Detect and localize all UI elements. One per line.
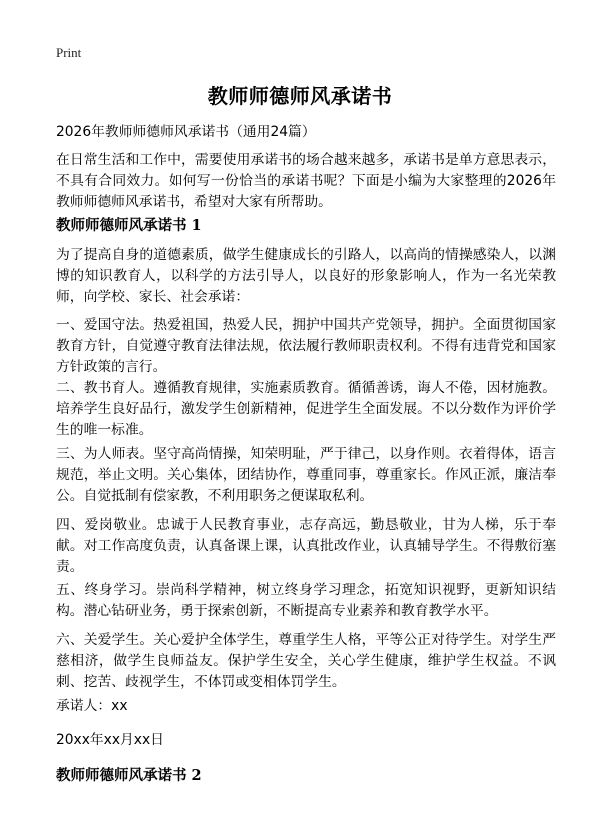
section-1-heading: 教师师德师风承诺书 1 [56, 217, 202, 234]
document-subtitle: 2026年教师师德师风承诺书（通用24篇） [56, 124, 316, 140]
print-link[interactable]: Print [56, 45, 82, 60]
pledge-item-2: 二、教书育人。遵循教育规律，实施素质教育。循循善诱，诲人不倦，因材施教。培养学生良好品行，激发学生创新精神，促进学生全面发展。不以分数作为评价学生的唯一标准。 [56, 380, 556, 438]
pledge-item-6: 六、关爱学生。关心爱护全体学生，尊重学生人格，平等公正对待学生。对学生严慈相济，做学生良师益友。保护学生安全，关心学生健康，维护学生权益。不讽刺、挖苦、歧视学生，不体罚或变相体罚学生。 [56, 632, 556, 690]
pledge-item-4: 四、爱岗敬业。忠诚于人民教育事业，志存高远，勤恳敬业，甘为人梯，乐于奉献。对工作高度负责，认真备课上课，认真批改作业，认真辅导学生。不得敷衍塞责。 [56, 517, 556, 575]
pledge-item-5: 五、终身学习。崇尚科学精神，树立终身学习理念，拓宽知识视野，更新知识结构。潜心钻研业务，勇于探索创新，不断提高专业素养和教育教学水平。 [56, 582, 556, 619]
date-line: 20xx年xx月xx日 [56, 732, 164, 748]
pledge-item-1: 一、爱国守法。热爱祖国，热爱人民，拥护中国共产党领导，拥护。全面贯彻国家教育方针，自觉遵守教育法律法规，依法履行教师职责权利。不得有违背党和国家方针政策的言行。 [56, 317, 556, 375]
section-1-opening: 为了提高自身的道德素质，做学生健康成长的引路人，以高尚的情操感染人，以渊博的知识教育人，以科学的方法引导人，以良好的形象影响人，作为一名光荣教师，向学校、家长、社会承诺： [56, 247, 556, 305]
pledge-item-3: 三、为人师表。坚守高尚情操，知荣明耻，严于律己，以身作则。衣着得体，语言规范，举止文明。关心集体，团结协作，尊重同事，尊重家长。作风正派，廉洁奉公。自觉抵制有偿家教，不利用职务之便谋取私利。 [56, 446, 556, 504]
page-title: 教师师德师风承诺书 [207, 84, 393, 108]
signer-line: 承诺人：xx [56, 698, 128, 714]
section-2-heading: 教师师德师风承诺书 2 [56, 767, 202, 784]
intro-paragraph: 在日常生活和工作中，需要使用承诺书的场合越来越多，承诺书是单方意思表示，不具有合同效力。如何写一份恰当的承诺书呢？下面是小编为大家整理的2026年教师师德师风承诺书，希望对大家有所帮助。 [56, 152, 556, 210]
